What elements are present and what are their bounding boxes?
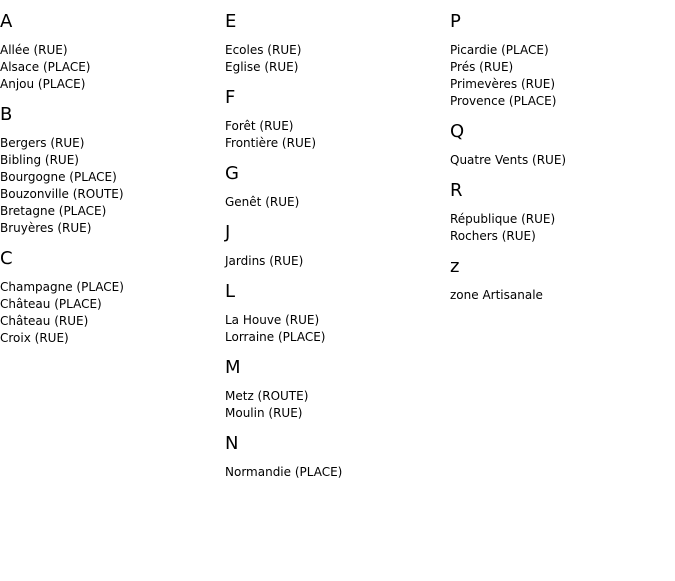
- street-entry[interactable]: Genêt (RUE): [225, 195, 300, 209]
- street-entry[interactable]: Normandie (PLACE): [225, 465, 343, 479]
- street-entry[interactable]: Bouzonville (ROUTE): [0, 187, 124, 201]
- street-entry[interactable]: Quatre Vents (RUE): [450, 153, 567, 167]
- street-entry[interactable]: Eglise (RUE): [225, 60, 299, 74]
- street-entry[interactable]: Ecoles (RUE): [225, 43, 302, 57]
- street-entry[interactable]: République (RUE): [450, 212, 556, 226]
- letter-heading: L: [225, 281, 236, 302]
- letter-heading: E: [225, 11, 237, 32]
- letter-group: [0, 248, 225, 347]
- street-entry[interactable]: Jardins (RUE): [225, 254, 304, 268]
- letter-heading: C: [0, 248, 13, 269]
- letter-group: [225, 222, 450, 270]
- street-entry[interactable]: Bibling (RUE): [0, 153, 79, 167]
- letter-group: [450, 180, 675, 245]
- street-entry[interactable]: Primevères (RUE): [450, 77, 556, 91]
- street-entry[interactable]: Champagne (PLACE): [0, 280, 124, 294]
- letter-group: [225, 357, 450, 422]
- street-entry[interactable]: Allée (RUE): [0, 43, 68, 57]
- street-entry[interactable]: Picardie (PLACE): [450, 43, 549, 57]
- street-entry[interactable]: Metz (ROUTE): [225, 389, 309, 403]
- letter-group: [450, 121, 675, 169]
- street-entry[interactable]: Forêt (RUE): [225, 119, 294, 133]
- letter-group: [225, 163, 450, 211]
- street-entry[interactable]: Rochers (RUE): [450, 229, 536, 243]
- letter-heading: F: [225, 87, 236, 108]
- street-entry[interactable]: Provence (PLACE): [450, 94, 557, 108]
- street-entry[interactable]: Château (PLACE): [0, 297, 102, 311]
- letter-heading: z: [450, 256, 460, 277]
- street-entry[interactable]: zone Artisanale: [450, 288, 543, 302]
- letter-heading: B: [0, 104, 13, 125]
- letter-heading: Q: [450, 121, 465, 142]
- letter-heading: R: [450, 180, 463, 201]
- street-entry[interactable]: Prés (RUE): [450, 60, 514, 74]
- letter-heading: G: [225, 163, 239, 184]
- letter-group: [225, 87, 450, 152]
- letter-group: [0, 11, 225, 93]
- letter-heading: N: [225, 433, 239, 454]
- letter-group: [225, 11, 450, 76]
- street-entry[interactable]: Lorraine (PLACE): [225, 330, 326, 344]
- street-entry[interactable]: Bergers (RUE): [0, 136, 85, 150]
- letter-group: [0, 104, 225, 237]
- letter-heading: M: [225, 357, 241, 378]
- letter-heading: A: [0, 11, 13, 32]
- street-index-column-3: [450, 0, 675, 304]
- letter-heading: P: [450, 11, 461, 32]
- letter-group: [225, 281, 450, 346]
- street-index-column-1: [0, 0, 225, 347]
- letter-group: [225, 433, 450, 481]
- street-entry[interactable]: Anjou (PLACE): [0, 77, 86, 91]
- street-entry[interactable]: Château (RUE): [0, 314, 89, 328]
- street-entry[interactable]: Moulin (RUE): [225, 406, 303, 420]
- street-entry[interactable]: Croix (RUE): [0, 331, 69, 345]
- street-entry[interactable]: La Houve (RUE): [225, 313, 320, 327]
- street-entry[interactable]: Bourgogne (PLACE): [0, 170, 117, 184]
- letter-group: [450, 256, 675, 304]
- street-entry[interactable]: Alsace (PLACE): [0, 60, 91, 74]
- street-index-column-2: [225, 0, 450, 481]
- street-entry[interactable]: Bretagne (PLACE): [0, 204, 107, 218]
- letter-group: [450, 11, 675, 110]
- street-entry[interactable]: Frontière (RUE): [225, 136, 317, 150]
- letter-heading: J: [225, 222, 231, 243]
- street-entry[interactable]: Bruyères (RUE): [0, 221, 92, 235]
